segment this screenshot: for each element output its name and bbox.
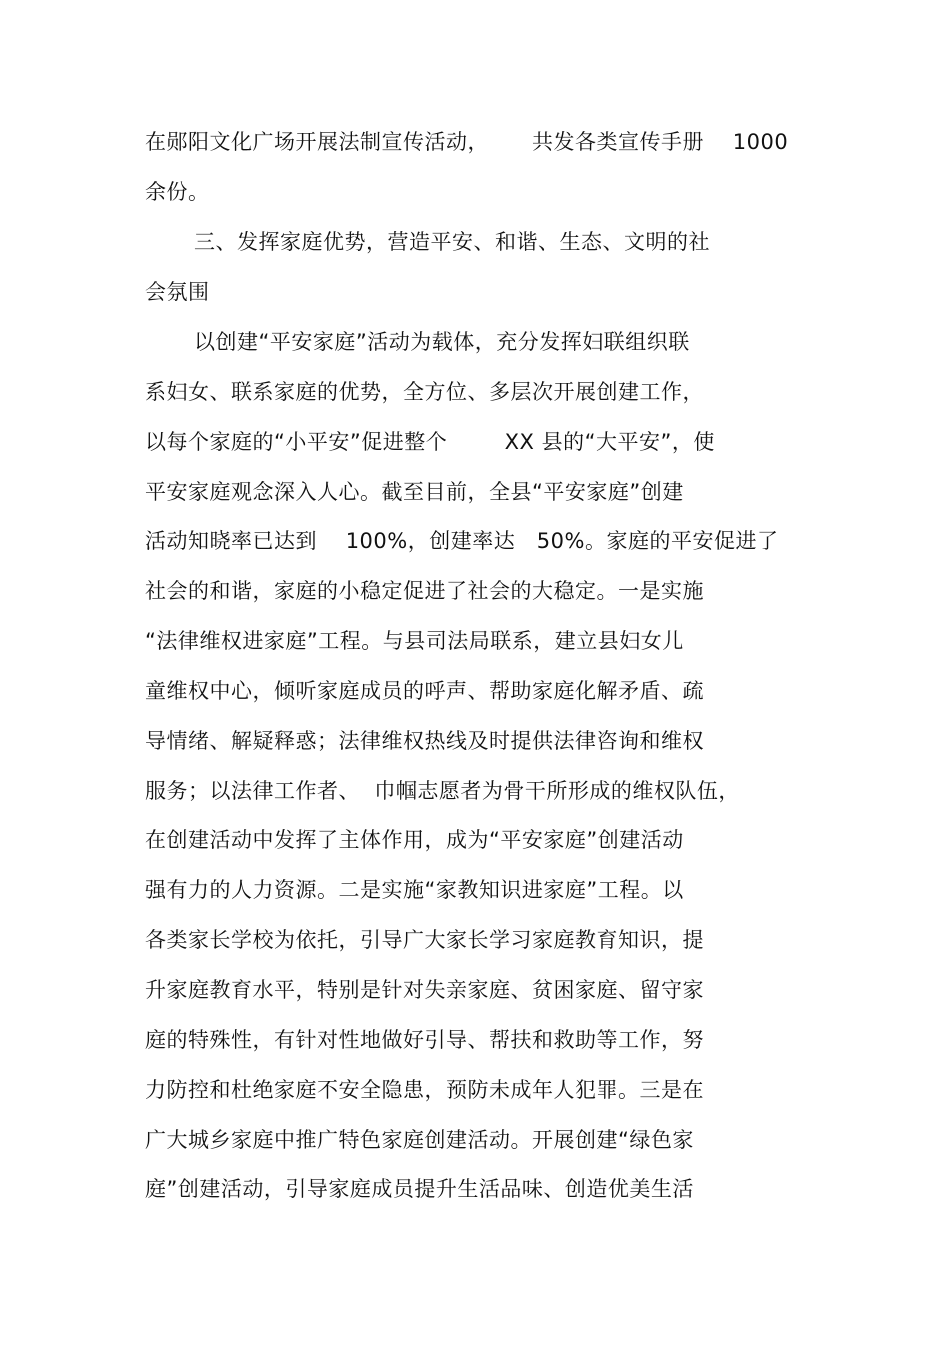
text-line-13: 导情绪、解疑释惑；法律维权热线及时提供法律咨询和维权 (145, 729, 704, 753)
text-line-9: 活动知晓率已达到 100%，创建率达 50%。家庭的平安促进了 (145, 529, 779, 553)
text-line-8: 平安家庭观念深入人心。截至目前，全县“平安家庭”创建 (145, 480, 684, 504)
text-line-10: 社会的和谐，家庭的小稳定促进了社会的大稳定。一是实施 (145, 579, 704, 603)
text-line-17: 各类家长学校为依托，引导广大家长学习家庭教育知识，提 (145, 928, 704, 952)
text-line-5: 以创建“平安家庭”活动为载体，充分发挥妇联组织联 (194, 330, 690, 354)
text-line-2: 余份。 (145, 180, 210, 204)
text-line-22: 庭”创建活动，引导家庭成员提升生活品味、创造优美生活 (145, 1177, 694, 1201)
text-line-16: 强有力的人力资源。二是实施“家教知识进家庭”工程。以 (145, 878, 684, 902)
text-line-18: 升家庭教育水平，特别是针对失亲家庭、贫困家庭、留守家 (145, 978, 704, 1002)
text-line-1: 在郧阳文化广场开展法制宣传活动， 共发各类宣传手册 1000 (145, 130, 789, 154)
text-line-15: 在创建活动中发挥了主体作用，成为“平安家庭”创建活动 (145, 828, 684, 852)
text-line-12: 童维权中心，倾听家庭成员的呼声、帮助家庭化解矛盾、疏 (145, 679, 704, 703)
section-heading-line-1: 三、发挥家庭优势，营造平安、和谐、生态、文明的社 (194, 230, 710, 254)
text-line-14: 服务；以法律工作者、 巾帼志愿者为骨干所形成的维权队伍， (145, 779, 740, 803)
text-line-19: 庭的特殊性，有针对性地做好引导、帮扶和救助等工作，努 (145, 1028, 704, 1052)
text-line-7: 以每个家庭的“小平安”促进整个 XX 县的“大平安”，使 (145, 430, 715, 454)
text-line-6: 系妇女、联系家庭的优势，全方位、多层次开展创建工作， (145, 380, 704, 404)
text-line-11: “法律维权进家庭”工程。与县司法局联系，建立县妇女儿 (145, 629, 684, 653)
section-heading-line-2: 会氛围 (145, 280, 210, 304)
text-line-20: 力防控和杜绝家庭不安全隐患，预防未成年人犯罪。三是在 (145, 1078, 704, 1102)
text-line-21: 广大城乡家庭中推广特色家庭创建活动。开展创建“绿色家 (145, 1128, 694, 1152)
